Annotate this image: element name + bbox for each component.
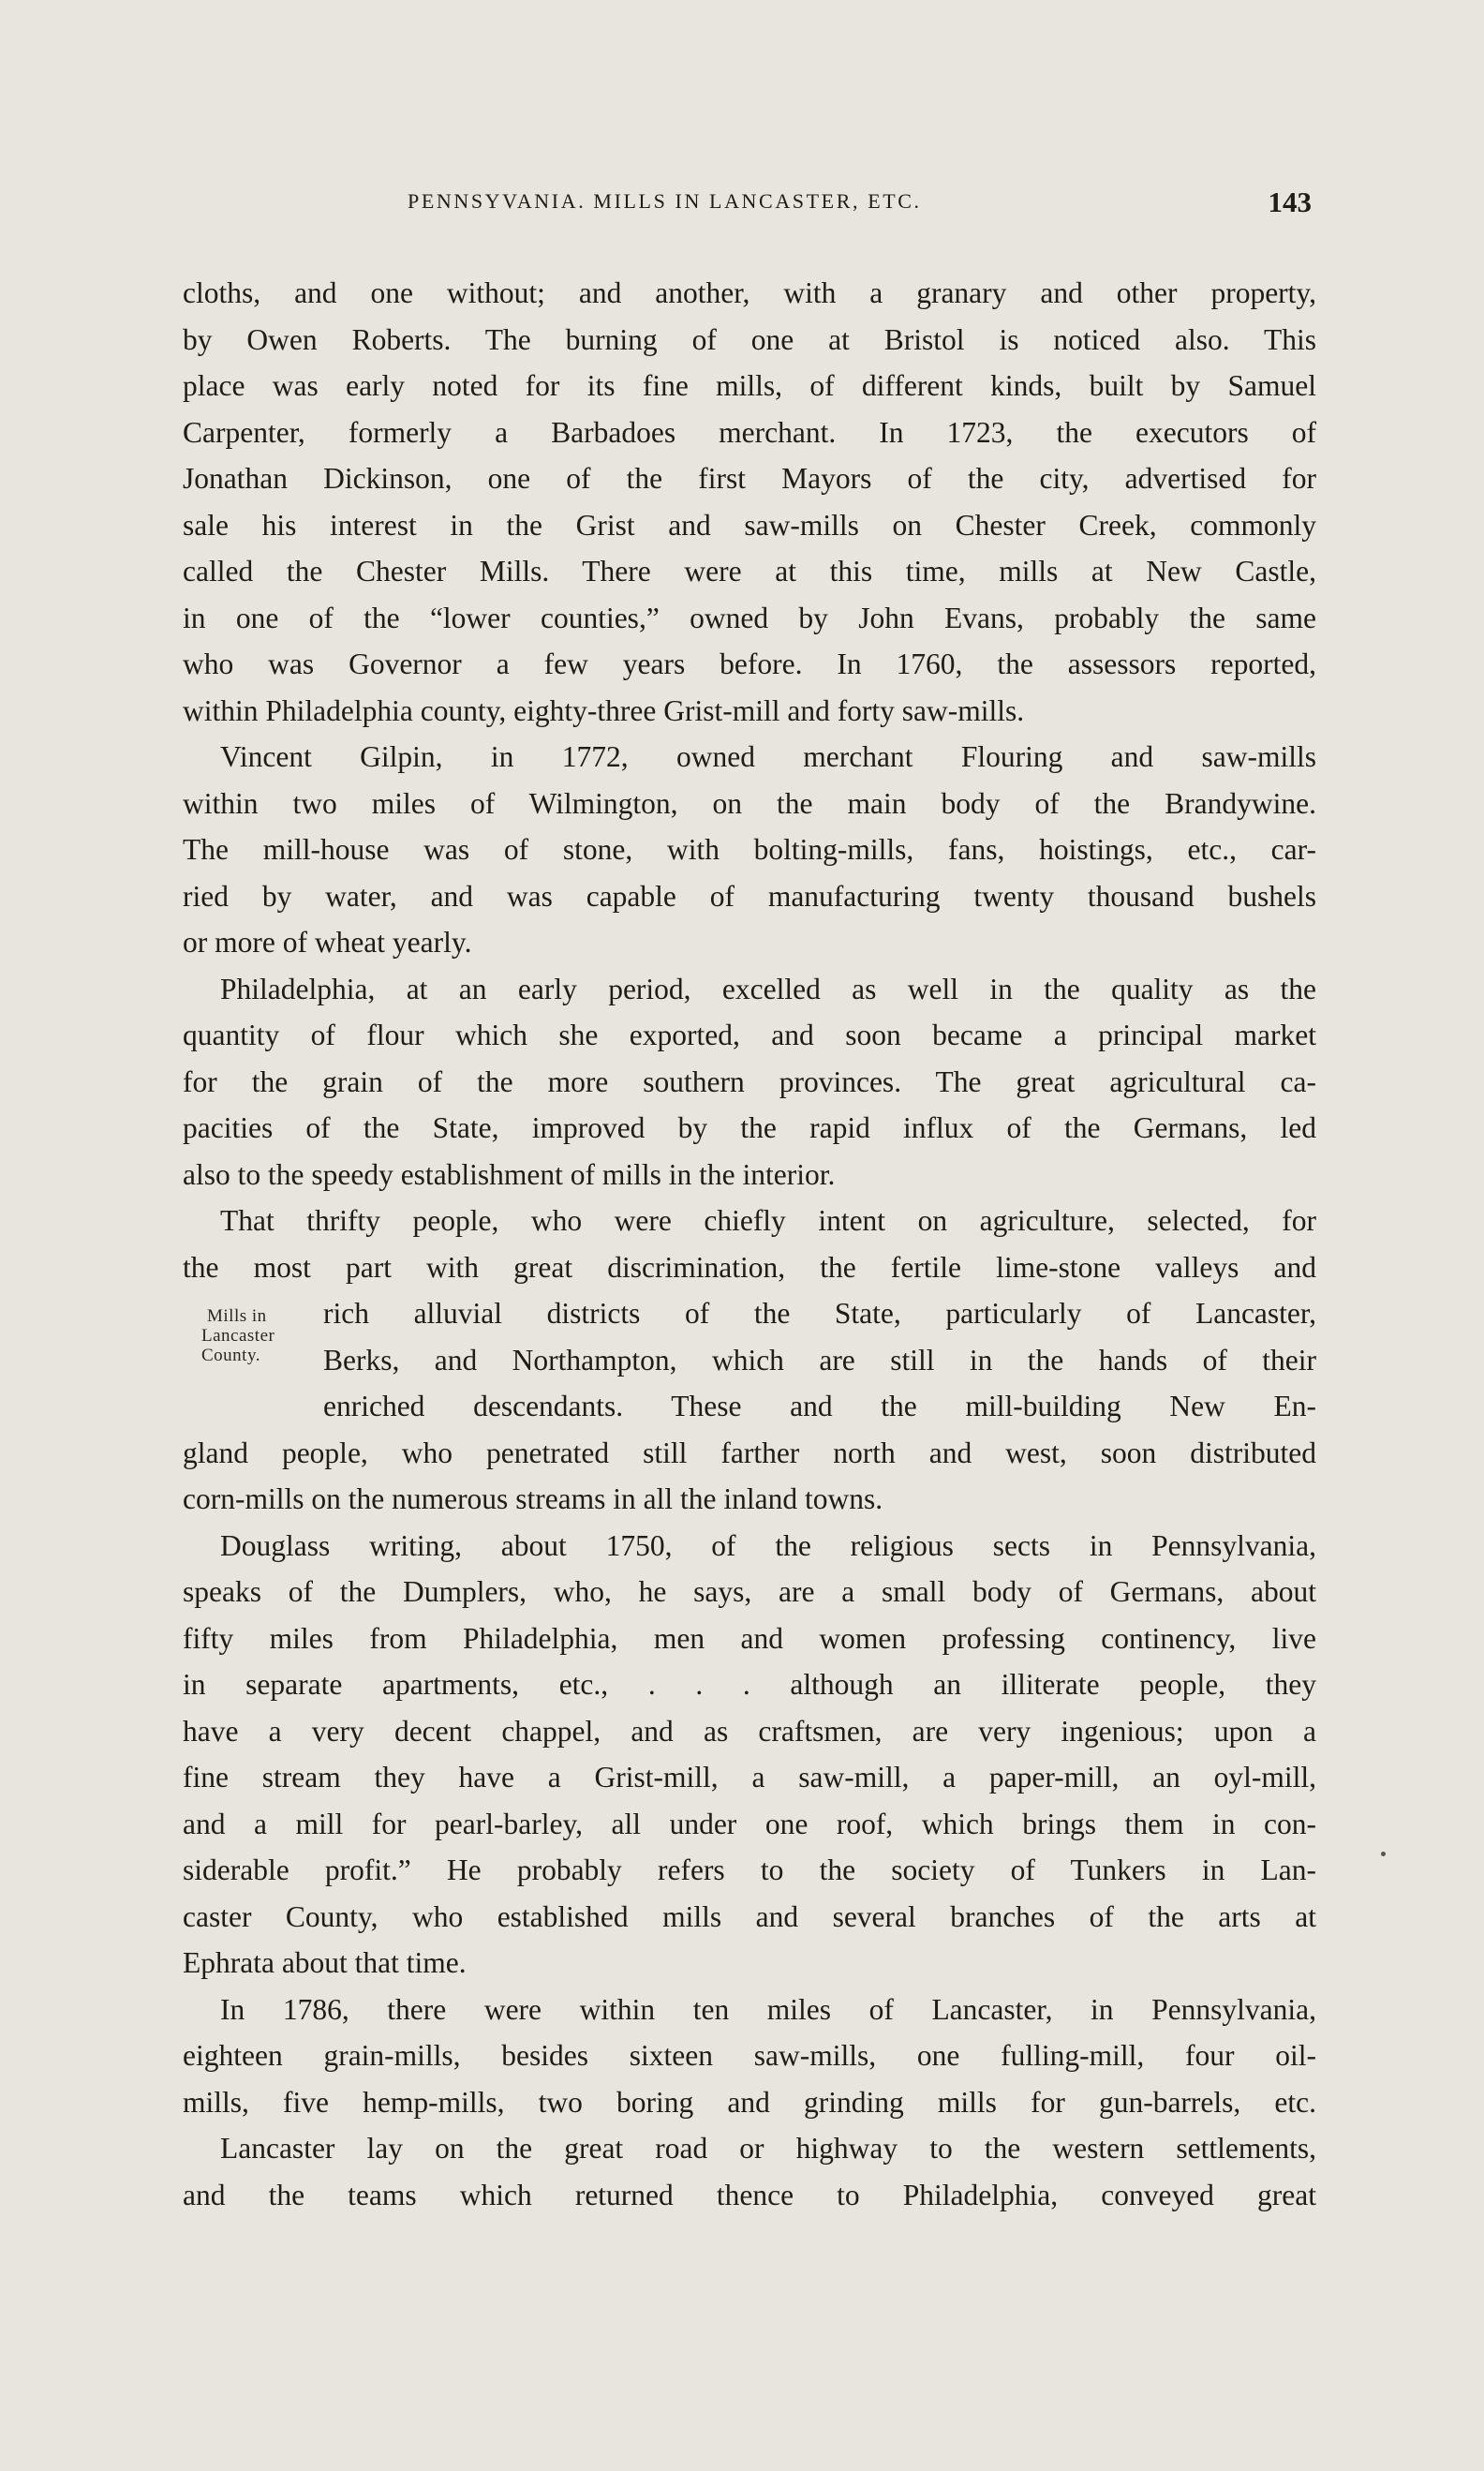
text-line: the most part with great discrimination, the fertile lime-stone valleys and <box>183 1250 1316 1284</box>
text-line: sale his interest in the Grist and saw-mills on Chester Creek, commonly <box>183 508 1316 542</box>
text-line: mills, five hemp-mills, two boring and grinding mills for gun-barrels, etc. <box>183 2085 1316 2119</box>
margin-note-line: Lancaster <box>201 1326 275 1346</box>
text-line: Douglass writing, about 1750, of the religious sects in Pennsylvania, <box>220 1528 1316 1562</box>
text-line: The mill-house was of stone, with bolting-mills, fans, hoistings, etc., car- <box>183 833 1316 866</box>
text-line: fifty miles from Philadelphia, men and women professing continency, live <box>183 1621 1316 1655</box>
text-line: Carpenter, formerly a Barbadoes merchant. In 1723, the executors of <box>183 415 1316 449</box>
text-line: quantity of flour which she exported, and soon became a principal market <box>183 1019 1316 1051</box>
margin-note-line: Mills in <box>207 1306 267 1326</box>
body-text <box>183 270 1316 2218</box>
running-head <box>178 186 1312 223</box>
text-line: pacities of the State, improved by the rapid influx of the Germans, led <box>183 1111 1316 1144</box>
text-line: eighteen grain-mills, besides sixteen saw-mills, one fulling-mill, four oil- <box>183 2039 1316 2072</box>
text-line: In 1786, there were within ten miles of Lancaster, in Pennsylvania, <box>220 1992 1316 2026</box>
text-line: and the teams which returned thence to Philadelphia, conveyed great <box>183 2178 1316 2211</box>
text-line: called the Chester Mills. There were at this time, mills at New Castle, <box>183 555 1316 588</box>
text-line: within two miles of Wilmington, on the main body of the Brandywine. <box>183 786 1316 820</box>
text-line: Philadelphia, at an early period, excelled as well in the quality as the <box>220 972 1316 1005</box>
text-line: place was early noted for its fine mills, of different kinds, built by Samuel <box>183 369 1316 402</box>
text-line: enriched descendants. These and the mill-building New En- <box>323 1390 1316 1422</box>
text-line: fine stream they have a Grist-mill, a saw-mill, a paper-mill, an oyl-mill, <box>183 1761 1316 1794</box>
text-line: gland people, who penetrated still farther north and west, soon distributed <box>183 1436 1316 1469</box>
text-line: caster County, who established mills and several branches of the arts at <box>183 1899 1316 1933</box>
text-line: who was Governor a few years before. In 1760, the assessors reported, <box>183 648 1316 680</box>
text-line: Jonathan Dickinson, one of the first Mayors of the city, advertised for <box>183 462 1316 495</box>
text-line: or more of wheat yearly. <box>183 926 472 959</box>
text-line: siderable profit.” He probably refers to the society of Tunkers in Lan- <box>183 1853 1316 1886</box>
text-line: Lancaster lay on the great road or highway to the western settlements, <box>220 2132 1316 2165</box>
text-line: also to the speedy establishment of mills in the interior. <box>183 1157 836 1191</box>
text-line: Ephrata about that time. <box>183 1946 467 1979</box>
text-line: within Philadelphia county, eighty-three Grist-mill and forty saw-mills. <box>183 693 1025 727</box>
text-line: cloths, and one without; and another, with a granary and other property, <box>183 276 1316 309</box>
text-line: in separate apartments, etc., . . . although an illiterate people, they <box>183 1668 1316 1701</box>
page-number: 143 <box>1268 186 1312 218</box>
text-line: Berks, and Northampton, which are still in the hands of their <box>323 1343 1316 1377</box>
text-line: and a mill for pearl-barley, all under one roof, which brings them in con- <box>183 1807 1316 1840</box>
margin-note-line: County. <box>201 1346 260 1365</box>
text-line: speaks of the Dumplers, who, he says, are a small body of Germans, about <box>183 1575 1316 1608</box>
text-line: ried by water, and was capable of manufacturing twenty thousand bushels <box>183 879 1316 913</box>
text-line: That thrifty people, who were chiefly intent on agriculture, selected, for <box>220 1204 1316 1237</box>
text-line: rich alluvial districts of the State, particularly of Lancaster, <box>323 1297 1316 1330</box>
text-line: by Owen Roberts. The burning of one at Bristol is noticed also. This <box>183 322 1316 356</box>
text-line: for the grain of the more southern provinces. The great agricultural ca- <box>183 1064 1316 1098</box>
text-line: have a very decent chappel, and as craftsmen, are very ingenious; upon a <box>183 1714 1316 1748</box>
text-line: corn-mills on the numerous streams in all the inland towns. <box>183 1482 883 1515</box>
ink-speck <box>1381 1852 1386 1856</box>
text-line: in one of the “lower counties,” owned by John Evans, probably the same <box>183 601 1316 634</box>
running-head-title: PENNSYVANIA. MILLS IN LANCASTER, ETC. <box>408 189 922 213</box>
text-line: Vincent Gilpin, in 1772, owned merchant Flouring and saw-mills <box>220 740 1316 773</box>
